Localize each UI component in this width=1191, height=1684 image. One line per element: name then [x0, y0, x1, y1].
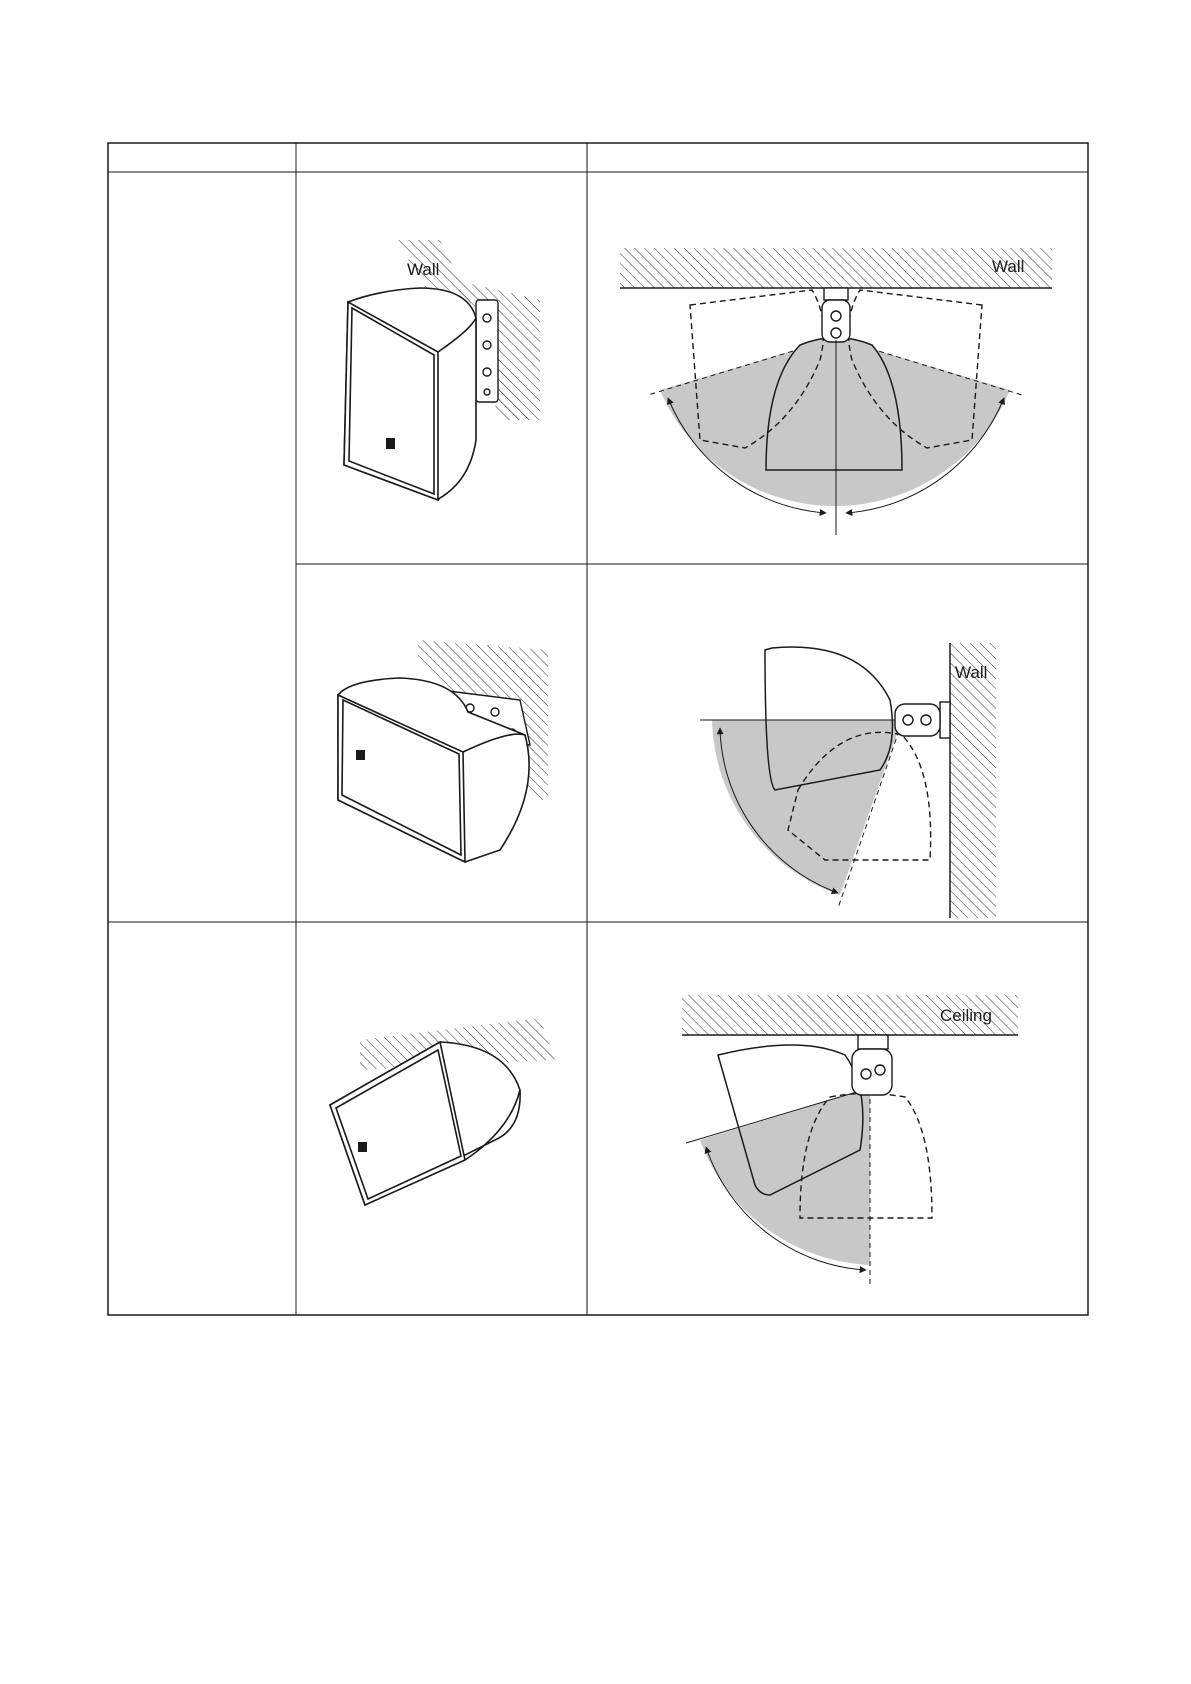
- coverage-diagram-wall-side: [700, 643, 996, 918]
- wall-label-2: Wall: [992, 257, 1025, 276]
- logo-icon: [386, 438, 395, 449]
- speaker-illustration-ceiling: [330, 1018, 555, 1205]
- bracket-icon: [476, 300, 498, 402]
- wall-label-3: Wall: [955, 663, 988, 682]
- bracket-icon: [822, 288, 850, 342]
- coverage-area: [700, 1088, 870, 1265]
- logo-icon: [358, 1142, 367, 1152]
- wall-label-1: Wall: [407, 260, 440, 279]
- logo-icon: [356, 750, 365, 760]
- ceiling-label: Ceiling: [940, 1006, 992, 1025]
- bracket-icon: [852, 1035, 892, 1095]
- coverage-diagram-wall-top: [620, 248, 1052, 535]
- bracket-icon: [895, 702, 950, 738]
- coverage-diagram-ceiling: [682, 995, 1018, 1285]
- speaker-illustration-wall-vertical: [344, 240, 540, 500]
- speaker-illustration-wall-horizontal: [338, 640, 548, 862]
